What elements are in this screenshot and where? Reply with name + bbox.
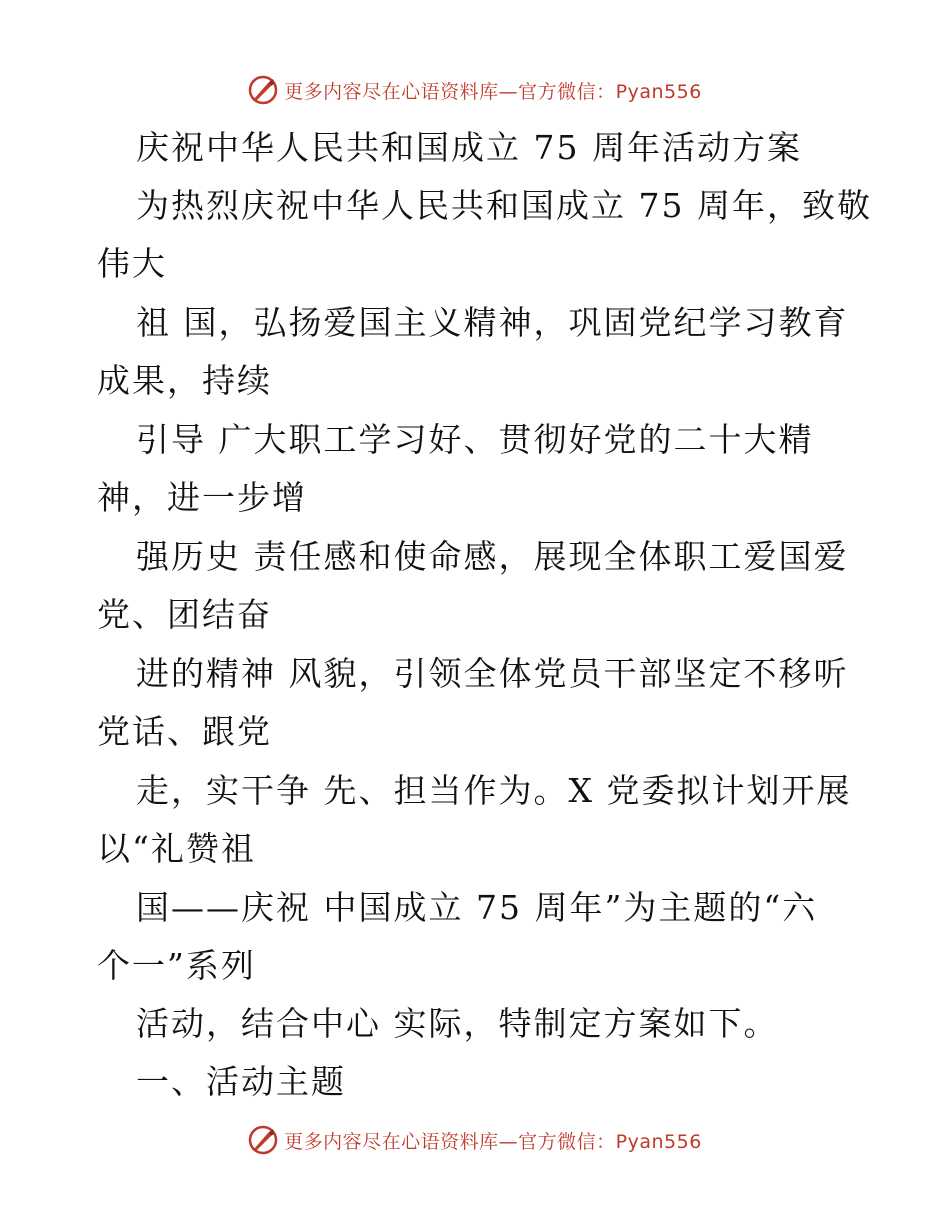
footer-banner	[0, 1122, 950, 1158]
paragraph-line: 进的精神 风貌，引领全体党员干部坚定不移听	[136, 654, 849, 693]
paragraph-line: 走，实干争 先、担当作为。X 党委拟计划开展	[136, 771, 852, 810]
document-title: 庆祝中华人民共和国成立 75 周年活动方案	[136, 128, 802, 167]
paragraph-line: 国——庆祝 中国成立 75 周年”为主题的“六	[136, 888, 818, 927]
paragraph-line: 成果，持续	[97, 361, 272, 400]
paragraph-line: 以“礼赞祖	[97, 829, 256, 868]
paragraph-line: 伟大	[97, 244, 167, 283]
paragraph-line: 党、团结奋	[97, 595, 272, 634]
paragraph-line: 神，进一步增	[97, 478, 307, 517]
paragraph-line: 祖 国，弘扬爱国主义精神，巩固党纪学习教育	[136, 303, 849, 342]
quill-pen-logo-icon	[248, 1125, 278, 1155]
header-banner-text: 更多内容尽在心语资料库—官方微信：Pyan556	[284, 80, 702, 103]
paragraph-line: 强历史 责任感和使命感，展现全体职工爱国爱	[136, 537, 849, 576]
paragraph-line: 活动，结合中心 实际，特制定方案如下。	[136, 1004, 779, 1043]
paragraph-line: 党话、跟党	[97, 712, 272, 751]
footer-banner-text: 更多内容尽在心语资料库—官方微信：Pyan556	[284, 1130, 702, 1153]
paragraph-line: 个一”系列	[97, 946, 256, 985]
section-heading: 一、活动主题	[136, 1062, 346, 1101]
paragraph-line: 为热烈庆祝中华人民共和国成立 75 周年，致敬	[136, 186, 872, 225]
quill-pen-logo-icon	[248, 75, 278, 105]
paragraph-line: 引导 广大职工学习好、贯彻好党的二十大精	[136, 420, 814, 459]
header-banner	[0, 72, 950, 108]
